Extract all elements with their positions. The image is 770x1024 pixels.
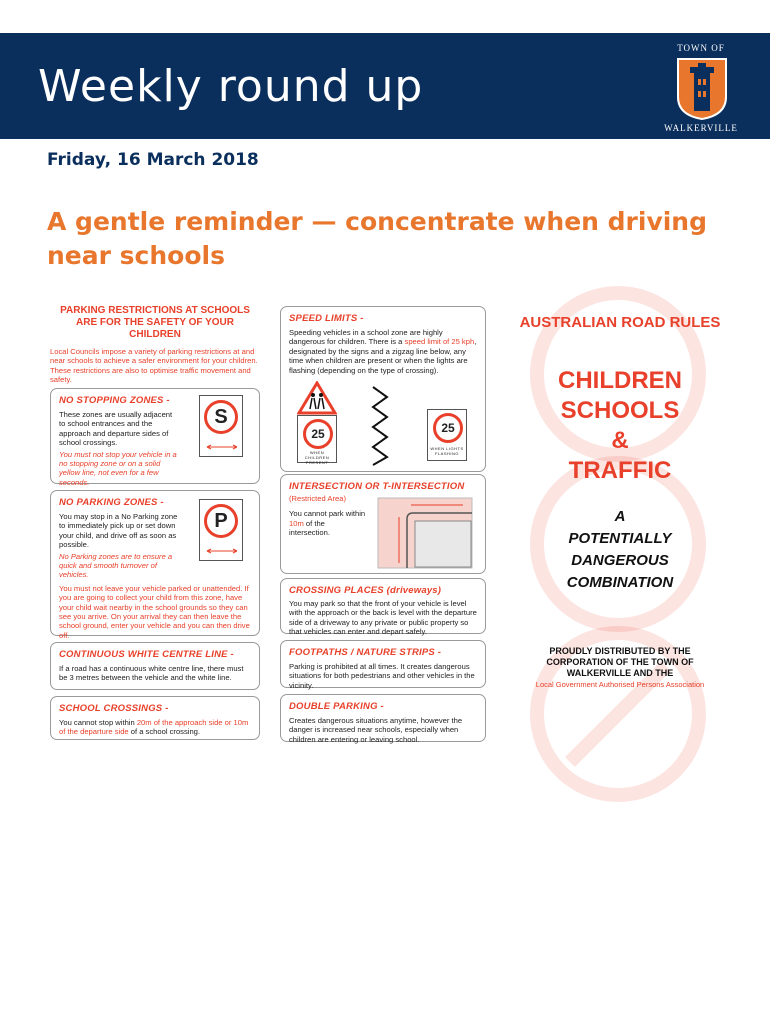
footpaths-text: Parking is prohibited at all times. It creates dangerous situations for both pedestrians and other vehicles in the vicinity. (289, 662, 475, 690)
no-stopping-sign-plate (199, 395, 243, 457)
zigzag-line-icon (369, 385, 391, 467)
speed-plate-2-text: WHEN LIGHTS FLASHING (430, 446, 464, 456)
school-crossings-box (50, 696, 260, 740)
intersection-subtitle: (Restricted Area) (289, 494, 346, 503)
distribution-credit: PROUDLY DISTRIBUTED BY THE CORPORATION OF THE TOWN OF WALKERVILLE AND THE (546, 646, 694, 678)
speed-limits-box (280, 306, 486, 472)
arrow-both-icon (206, 444, 238, 450)
no-parking-sign-plate (199, 499, 243, 561)
intersection-text: You cannot park within 10m of the intersection. (289, 509, 366, 538)
logo-bottom-text: WALKERVILLE (664, 123, 738, 133)
no-parking-text: You may stop in a No Parking zone to immediately pick up or set down your child, and drive off as soon as possible. (59, 512, 178, 550)
children-schools-traffic: CHILDREN SCHOOLS & TRAFFIC (558, 367, 682, 484)
arrow-both-icon (206, 548, 238, 554)
dangerous-combination: A POTENTIALLY DANGEROUS COMBINATION (566, 508, 674, 591)
crossing-places-title: CROSSING PLACES (driveways) (289, 585, 442, 596)
intro-section (50, 305, 260, 385)
intro-title: PARKING RESTRICTIONS AT SCHOOLS ARE FOR THE SAFETY OF YOUR CHILDREN (60, 305, 250, 340)
centre-line-text: If a road has a continuous white centre line, there must be 3 metres between the vehicle and the white line. (59, 664, 244, 683)
no-stopping-sign-icon: S (204, 400, 238, 434)
no-parking-warning1: No Parking zones are to ensure a quick and smooth turnover of vehicles. (59, 551, 173, 580)
footpaths-title: FOOTPATHS / NATURE STRIPS - (289, 647, 442, 658)
speed-sign-plate-2 (427, 409, 467, 461)
centre-line-title: CONTINUOUS WHITE CENTRE LINE - (59, 649, 234, 660)
double-parking-text: Creates dangerous situations anytime, however the danger is increased near schools, especially when children are entering or leaving school. (289, 716, 463, 744)
crossing-places-box (280, 578, 486, 637)
headline: A gentle reminder — concentrate when driving near schools (47, 207, 707, 270)
intersection-diagram (377, 497, 473, 569)
no-stopping-warning: You must not stop your vehicle in a no stopping zone or on a solid yellow line, not even for a few seconds. (59, 449, 177, 487)
crossing-places-text: You may park so that the front of your vehicle is level with the approach or the back is level with the departure side of a driveway to any private or public property so that vehicles can enter and depart safely. (289, 599, 477, 637)
distribution-association: Local Government Authorised Persons Association (535, 680, 705, 689)
intro-text: Local Councils impose a variety of parking restrictions at and near schools to achieve a safer environment for your children. These restrictions are also to optimise traffic movement and safety. (50, 347, 258, 385)
double-parking-title: DOUBLE PARKING - (289, 701, 384, 712)
header-banner (0, 33, 770, 139)
date: Friday, 16 March 2018 (47, 150, 259, 170)
speed-plate-1-text: WHEN CHILDREN PRESENT (304, 450, 330, 465)
speed-sign-plate-1 (297, 415, 337, 463)
no-stopping-title: NO STOPPING ZONES - (59, 395, 170, 406)
road-rules-title: AUSTRALIAN ROAD RULES (519, 314, 721, 331)
walkerville-logo (656, 43, 746, 133)
no-parking-box (50, 490, 260, 640)
no-parking-sign-icon: P (204, 504, 238, 538)
no-parking-title: NO PARKING ZONES - (59, 497, 164, 508)
footpaths-box (280, 640, 486, 688)
logo-top-text: TOWN OF (677, 43, 725, 53)
no-parking-warning2: You must not leave your vehicle parked or unattended. If you are going to collect your child from this zone, have your child wait nearby in the school grounds so they can see you arrive. On your arrival they can then leave the school ground, enter your vehicle and you can then drive off. (59, 583, 250, 640)
school-crossings-text: You cannot stop within 20m of the approach side or 10m of the departure side of a school crossing. (59, 718, 249, 737)
speed-limits-title: SPEED LIMITS - (289, 313, 364, 324)
banner-title: Weekly round up (38, 61, 424, 112)
centre-line-box (50, 642, 260, 690)
intersection-title: INTERSECTION OR T-INTERSECTION (289, 481, 465, 492)
speed-limits-text: Speeding vehicles in a school zone are highly dangerous for children. There is a speed limit of 25 kph, designated by the signs and a zigzag line below, any time when children are present or when the lights are flashing (depending on the type of crossing). (289, 328, 477, 375)
town-crest-icon (676, 57, 728, 121)
school-crossings-title: SCHOOL CROSSINGS - (59, 703, 169, 714)
double-parking-box (280, 694, 486, 742)
children-crossing-sign-icon (297, 381, 337, 415)
speed-limit-sign-icon: 25 (303, 419, 333, 449)
intersection-box (280, 474, 486, 574)
speed-limit-sign-icon-2: 25 (433, 413, 463, 443)
no-stopping-box (50, 388, 260, 487)
no-stopping-text: These zones are usually adjacent to school entrances and the approach and departure sides of school crossings. (59, 410, 173, 448)
